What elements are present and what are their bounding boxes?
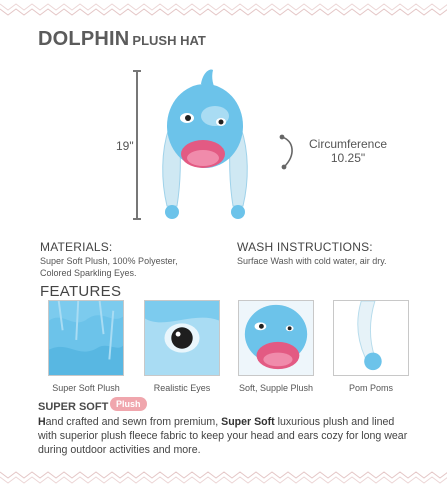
description-bold-phrase: Super Soft [221, 416, 275, 428]
dolphin-face-icon [239, 301, 313, 375]
feature-label-realistic-eyes: Realistic Eyes [153, 383, 211, 393]
wash-heading: WASH INSTRUCTIONS: [237, 240, 373, 254]
description-text-1: and crafted and sewn from premium, [45, 416, 222, 428]
pom-pom-icon [334, 301, 408, 375]
wash-text: Surface Wash with cold water, air dry. [237, 256, 387, 266]
dolphin-hat-image [155, 66, 255, 226]
plush-badge: Plush [110, 397, 147, 411]
description-lead-letter: H [38, 416, 46, 428]
feature-image-realistic-eyes [144, 300, 220, 376]
product-title [38, 28, 206, 51]
eye-icon [145, 301, 219, 375]
bottom-zigzag-decoration [0, 466, 447, 488]
feature-label-pom-poms: Pom Poms [348, 383, 393, 393]
feature-image-soft-supple-plush [238, 300, 314, 376]
feature-image-super-soft-plush [48, 300, 124, 376]
materials-heading: MATERIALS: [40, 240, 113, 254]
feature-image-pom-poms [333, 300, 409, 376]
materials-text: Super Soft Plush, 100% Polyester, Colored Sparkling Eyes. [40, 256, 178, 278]
title-main: DOLPHIN [38, 28, 130, 50]
super-soft-headline: SUPER SOFT [38, 401, 109, 413]
product-description [38, 415, 413, 457]
plush-texture-icon [49, 301, 123, 375]
feature-label-soft-supple-plush: Soft, Supple Plush [238, 383, 314, 393]
feature-label-super-soft-plush: Super Soft Plush [52, 383, 120, 393]
height-dimension-line [136, 70, 138, 220]
title-sub: PLUSH HAT [132, 33, 206, 48]
circumference-value: 10.25" [330, 151, 366, 165]
circumference-label [309, 137, 387, 165]
circumference-arrow-icon [278, 133, 308, 173]
top-zigzag-decoration [0, 0, 447, 22]
description-text-2: luxurious plush and lined with superior plush fleece fabric to keep your head and ears cozy for long wear during outdoor activities and more. [38, 416, 408, 456]
circumference-title: Circumference [309, 137, 388, 151]
features-heading: FEATURES [40, 283, 122, 300]
height-label: 19" [116, 139, 134, 153]
